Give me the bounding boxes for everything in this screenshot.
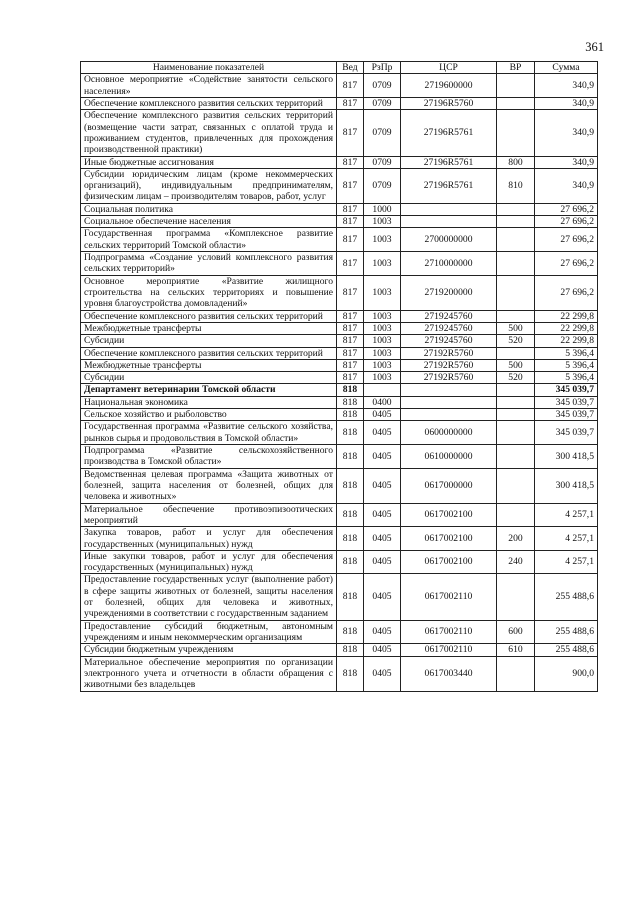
cell-sum: 345 039,7 <box>535 409 598 421</box>
cell-sum: 5 396,4 <box>535 372 598 384</box>
table-row <box>81 384 598 396</box>
cell-rzpr: 0405 <box>364 644 401 656</box>
cell-rzpr: 1003 <box>364 335 401 347</box>
cell-csr: 0617002110 <box>401 574 497 620</box>
cell-ved: 818 <box>337 620 364 644</box>
cell-name: Закупка товаров, работ и услуг для обеспечения государственных (муниципальных) нужд <box>81 527 337 551</box>
cell-ved: 817 <box>337 216 364 228</box>
cell-sum: 340,9 <box>535 74 598 98</box>
cell-csr: 2719245760 <box>401 322 497 334</box>
cell-ved: 818 <box>337 503 364 527</box>
cell-name: Социальное обеспечение населения <box>81 216 337 228</box>
cell-sum: 27 696,2 <box>535 275 598 310</box>
cell-rzpr: 0405 <box>364 656 401 691</box>
table-row <box>81 421 598 445</box>
cell-rzpr: 0405 <box>364 409 401 421</box>
cell-vr <box>497 228 535 252</box>
cell-name: Субсидии <box>81 372 337 384</box>
table-row <box>81 656 598 691</box>
cell-vr: 520 <box>497 372 535 384</box>
table-row <box>81 203 598 215</box>
cell-vr <box>497 97 535 109</box>
table-row <box>81 310 598 322</box>
cell-ved: 818 <box>337 644 364 656</box>
column-header-name: Наименование показателей <box>81 62 337 74</box>
cell-name: Межбюджетные трансферты <box>81 359 337 371</box>
cell-ved: 817 <box>337 110 364 156</box>
cell-vr <box>497 574 535 620</box>
table-row <box>81 347 598 359</box>
budget-table <box>80 61 598 692</box>
cell-csr: 27192R5760 <box>401 347 497 359</box>
cell-rzpr: 0709 <box>364 74 401 98</box>
table-row <box>81 156 598 168</box>
cell-csr: 0617002100 <box>401 527 497 551</box>
cell-csr: 2710000000 <box>401 252 497 276</box>
cell-vr: 240 <box>497 550 535 574</box>
cell-rzpr: 1003 <box>364 228 401 252</box>
cell-csr: 0617002110 <box>401 620 497 644</box>
cell-name: Национальная экономика <box>81 396 337 408</box>
cell-name: Департамент ветеринарии Томской области <box>81 384 337 396</box>
cell-vr: 600 <box>497 620 535 644</box>
cell-name: Субсидии <box>81 335 337 347</box>
cell-ved: 817 <box>337 252 364 276</box>
cell-name: Сельское хозяйство и рыболовство <box>81 409 337 421</box>
cell-vr <box>497 396 535 408</box>
table-row <box>81 503 598 527</box>
cell-sum: 300 418,5 <box>535 468 598 503</box>
cell-sum: 22 299,8 <box>535 322 598 334</box>
cell-csr: 27196R5761 <box>401 110 497 156</box>
cell-ved: 817 <box>337 347 364 359</box>
cell-sum: 27 696,2 <box>535 252 598 276</box>
table-row <box>81 228 598 252</box>
cell-ved: 817 <box>337 372 364 384</box>
cell-csr: 2719200000 <box>401 275 497 310</box>
cell-csr: 0617000000 <box>401 468 497 503</box>
table-row <box>81 168 598 203</box>
cell-vr <box>497 409 535 421</box>
cell-name: Субсидии бюджетным учреждениям <box>81 644 337 656</box>
cell-ved: 817 <box>337 203 364 215</box>
cell-ved: 817 <box>337 335 364 347</box>
cell-vr <box>497 656 535 691</box>
cell-sum: 340,9 <box>535 156 598 168</box>
cell-sum: 900,0 <box>535 656 598 691</box>
cell-sum: 255 488,6 <box>535 620 598 644</box>
column-header-sum: Сумма <box>535 62 598 74</box>
cell-sum: 345 039,7 <box>535 421 598 445</box>
table-row <box>81 372 598 384</box>
cell-csr <box>401 396 497 408</box>
table-row <box>81 468 598 503</box>
cell-rzpr <box>364 384 401 396</box>
cell-ved: 818 <box>337 384 364 396</box>
cell-ved: 818 <box>337 468 364 503</box>
cell-vr <box>497 203 535 215</box>
cell-sum: 340,9 <box>535 110 598 156</box>
table-row <box>81 252 598 276</box>
cell-csr: 27196R5760 <box>401 97 497 109</box>
table-row <box>81 335 598 347</box>
cell-csr: 27196R5761 <box>401 168 497 203</box>
cell-sum: 255 488,6 <box>535 644 598 656</box>
cell-rzpr: 1003 <box>364 322 401 334</box>
cell-sum: 5 396,4 <box>535 359 598 371</box>
cell-rzpr: 0405 <box>364 550 401 574</box>
cell-name: Обеспечение комплексного развития сельских территорий <box>81 347 337 359</box>
cell-csr: 27192R5760 <box>401 359 497 371</box>
cell-rzpr: 0405 <box>364 527 401 551</box>
cell-rzpr: 1003 <box>364 310 401 322</box>
cell-vr <box>497 216 535 228</box>
cell-vr: 500 <box>497 322 535 334</box>
cell-csr <box>401 409 497 421</box>
cell-sum: 4 257,1 <box>535 527 598 551</box>
cell-rzpr: 0405 <box>364 620 401 644</box>
page-number: 361 <box>585 40 604 54</box>
table-row <box>81 574 598 620</box>
cell-vr <box>497 110 535 156</box>
cell-ved: 817 <box>337 228 364 252</box>
cell-sum: 27 696,2 <box>535 228 598 252</box>
cell-vr: 810 <box>497 168 535 203</box>
cell-vr: 800 <box>497 156 535 168</box>
table-row <box>81 275 598 310</box>
cell-vr <box>497 74 535 98</box>
cell-name: Предоставление государственных услуг (выполнение работ) в сфере защиты животных от болезней, защиты населения от болезней, общих для человека и животных, учреждениями в соответствии с государственным заданием <box>81 574 337 620</box>
cell-csr <box>401 203 497 215</box>
cell-csr: 0600000000 <box>401 421 497 445</box>
cell-sum: 345 039,7 <box>535 384 598 396</box>
cell-rzpr: 0400 <box>364 396 401 408</box>
column-header-vr: ВР <box>497 62 535 74</box>
cell-ved: 817 <box>337 275 364 310</box>
cell-name: Обеспечение комплексного развития сельских территорий <box>81 310 337 322</box>
cell-vr: 200 <box>497 527 535 551</box>
table-row <box>81 620 598 644</box>
cell-rzpr: 1003 <box>364 359 401 371</box>
cell-sum: 4 257,1 <box>535 550 598 574</box>
cell-ved: 818 <box>337 574 364 620</box>
cell-name: Государственная программа «Развитие сельского хозяйства, рынков сырья и продовольствия в Томской области» <box>81 421 337 445</box>
cell-ved: 818 <box>337 445 364 469</box>
cell-vr <box>497 252 535 276</box>
cell-ved: 817 <box>337 74 364 98</box>
cell-csr: 0617003440 <box>401 656 497 691</box>
table-row <box>81 97 598 109</box>
cell-name: Иные бюджетные ассигнования <box>81 156 337 168</box>
table-row <box>81 396 598 408</box>
cell-name: Обеспечение комплексного развития сельских территорий (возмещение части затрат, связанных с оплатой труда и проживанием студентов, привлеченных для прохождения производственной практики) <box>81 110 337 156</box>
table-row <box>81 359 598 371</box>
cell-name: Обеспечение комплексного развития сельских территорий <box>81 97 337 109</box>
cell-vr <box>497 384 535 396</box>
cell-name: Ведомственная целевая программа «Защита животных от болезней, защита населения от болезней, общих для человека и животных» <box>81 468 337 503</box>
cell-name: Подпрограмма «Создание условий комплексного развития сельских территорий» <box>81 252 337 276</box>
cell-ved: 818 <box>337 421 364 445</box>
cell-name: Иные закупки товаров, работ и услуг для обеспечения государственных (муниципальных) нужд <box>81 550 337 574</box>
cell-ved: 818 <box>337 550 364 574</box>
table-row <box>81 409 598 421</box>
cell-csr <box>401 216 497 228</box>
cell-vr <box>497 445 535 469</box>
cell-name: Социальная политика <box>81 203 337 215</box>
cell-csr: 27192R5760 <box>401 372 497 384</box>
cell-name: Государственная программа «Комплексное развитие сельских территорий Томской области» <box>81 228 337 252</box>
cell-ved: 818 <box>337 396 364 408</box>
cell-rzpr: 1003 <box>364 372 401 384</box>
column-header-ved: Вед <box>337 62 364 74</box>
cell-vr <box>497 275 535 310</box>
cell-sum: 300 418,5 <box>535 445 598 469</box>
cell-ved: 817 <box>337 168 364 203</box>
cell-rzpr: 1003 <box>364 275 401 310</box>
cell-name: Материальное обеспечение противоэпизоотических мероприятий <box>81 503 337 527</box>
cell-vr: 610 <box>497 644 535 656</box>
cell-rzpr: 1003 <box>364 216 401 228</box>
cell-vr: 520 <box>497 335 535 347</box>
cell-rzpr: 1003 <box>364 347 401 359</box>
cell-vr <box>497 468 535 503</box>
cell-rzpr: 1000 <box>364 203 401 215</box>
cell-ved: 817 <box>337 322 364 334</box>
table-header-row <box>81 62 598 74</box>
table-row <box>81 74 598 98</box>
cell-vr <box>497 347 535 359</box>
cell-name: Субсидии юридическим лицам (кроме некоммерческих организаций), индивидуальным предпринимателям, физическим лицам – производителям товаров, работ, услуг <box>81 168 337 203</box>
cell-sum: 340,9 <box>535 97 598 109</box>
cell-rzpr: 0405 <box>364 503 401 527</box>
cell-name: Предоставление субсидий бюджетным, автономным учреждениям и иным некоммерческим организациям <box>81 620 337 644</box>
cell-vr: 500 <box>497 359 535 371</box>
cell-ved: 817 <box>337 359 364 371</box>
table-row <box>81 322 598 334</box>
cell-rzpr: 0709 <box>364 168 401 203</box>
cell-sum: 345 039,7 <box>535 396 598 408</box>
cell-ved: 818 <box>337 409 364 421</box>
table-row <box>81 445 598 469</box>
cell-rzpr: 0709 <box>364 156 401 168</box>
cell-rzpr: 0405 <box>364 421 401 445</box>
cell-csr: 0617002100 <box>401 503 497 527</box>
cell-csr: 2700000000 <box>401 228 497 252</box>
cell-ved: 818 <box>337 656 364 691</box>
cell-rzpr: 1003 <box>364 252 401 276</box>
cell-sum: 22 299,8 <box>535 310 598 322</box>
cell-ved: 818 <box>337 527 364 551</box>
cell-csr: 0610000000 <box>401 445 497 469</box>
cell-csr: 0617002100 <box>401 550 497 574</box>
cell-sum: 5 396,4 <box>535 347 598 359</box>
cell-name: Подпрограмма «Развитие сельскохозяйственного производства в Томской области» <box>81 445 337 469</box>
cell-vr <box>497 310 535 322</box>
cell-rzpr: 0709 <box>364 110 401 156</box>
cell-csr: 2719245760 <box>401 335 497 347</box>
cell-sum: 27 696,2 <box>535 216 598 228</box>
cell-rzpr: 0405 <box>364 574 401 620</box>
cell-sum: 27 696,2 <box>535 203 598 215</box>
cell-csr: 2719600000 <box>401 74 497 98</box>
cell-sum: 22 299,8 <box>535 335 598 347</box>
cell-vr <box>497 503 535 527</box>
cell-sum: 340,9 <box>535 168 598 203</box>
table-body <box>81 74 598 691</box>
table-row <box>81 110 598 156</box>
column-header-csr: ЦСР <box>401 62 497 74</box>
cell-rzpr: 0405 <box>364 468 401 503</box>
cell-csr: 27196R5761 <box>401 156 497 168</box>
cell-name: Основное мероприятие «Развитие жилищного строительства на сельских территориях и повышение уровня благоустройства домовладений» <box>81 275 337 310</box>
cell-csr: 2719245760 <box>401 310 497 322</box>
cell-name: Материальное обеспечение мероприятия по организации электронного учета и отчетности в области обращения с животными без владельцев <box>81 656 337 691</box>
cell-ved: 817 <box>337 97 364 109</box>
cell-vr <box>497 421 535 445</box>
cell-ved: 817 <box>337 156 364 168</box>
cell-name: Основное мероприятие «Содействие занятости сельского населения» <box>81 74 337 98</box>
table-row <box>81 644 598 656</box>
table-row <box>81 216 598 228</box>
cell-ved: 817 <box>337 310 364 322</box>
cell-sum: 4 257,1 <box>535 503 598 527</box>
cell-rzpr: 0405 <box>364 445 401 469</box>
cell-csr <box>401 384 497 396</box>
cell-name: Межбюджетные трансферты <box>81 322 337 334</box>
table-row <box>81 550 598 574</box>
cell-sum: 255 488,6 <box>535 574 598 620</box>
cell-csr: 0617002110 <box>401 644 497 656</box>
cell-rzpr: 0709 <box>364 97 401 109</box>
column-header-rzpr: РзПр <box>364 62 401 74</box>
table-row <box>81 527 598 551</box>
